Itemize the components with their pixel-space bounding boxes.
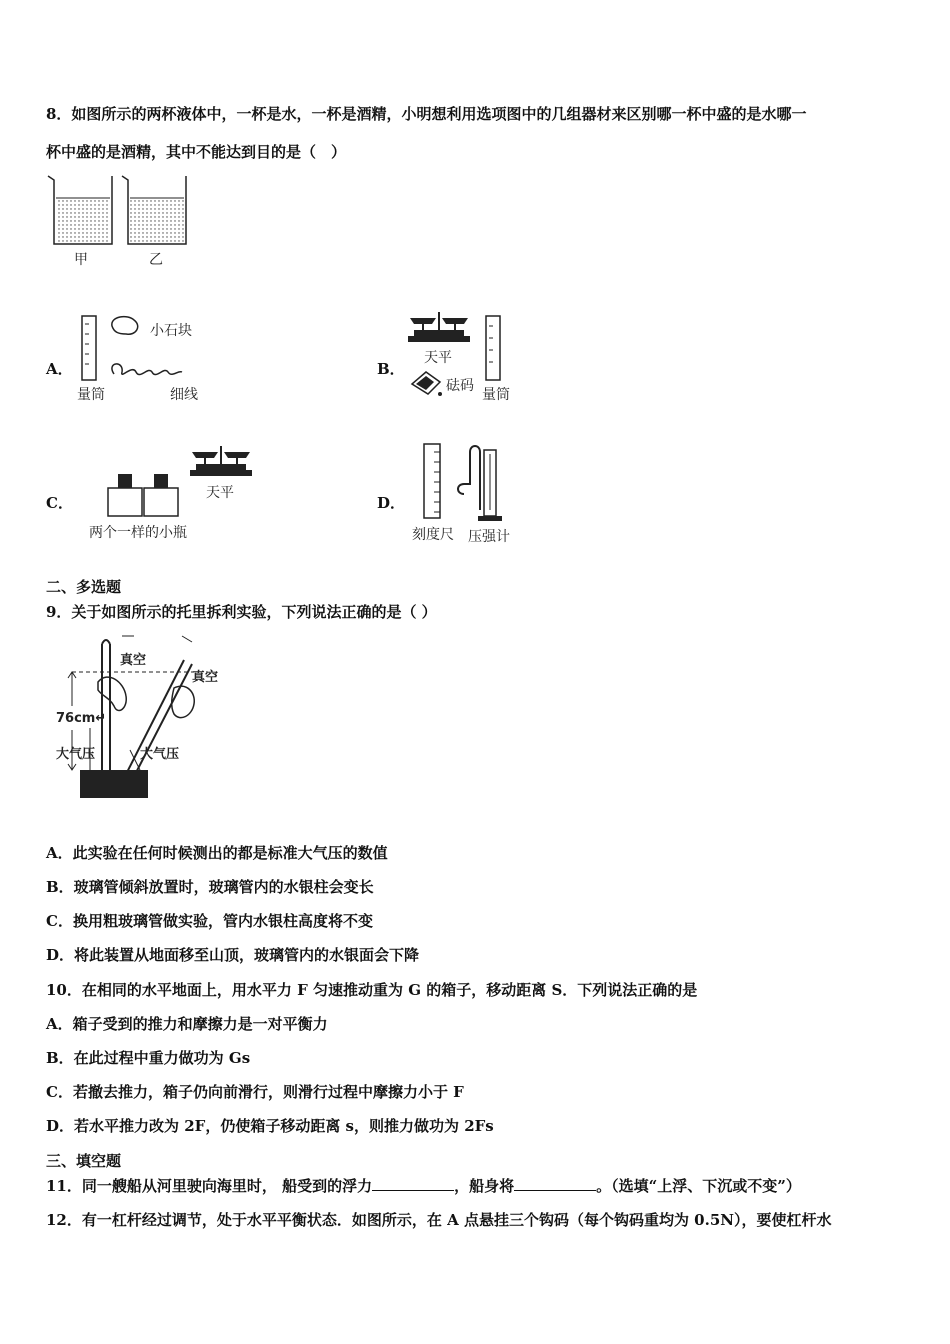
- q9-option-c: C．换用粗玻璃管做实验，管内水银柱高度将不变: [46, 912, 373, 930]
- q11-text-part1: 11．同一艘船从河里驶向海里时， 船受到的浮力: [46, 1177, 373, 1195]
- option-b-label-weights: 砝码: [446, 378, 474, 394]
- section-heading-multiple-choice: 二、多选题: [46, 578, 122, 596]
- option-b-label-cylinder: 量筒: [482, 387, 510, 403]
- q11-text-part2: ，船身将: [454, 1177, 515, 1195]
- option-c-label-bottles: 两个一样的小瓶: [89, 525, 187, 541]
- option-a-label-cylinder: 量筒: [77, 387, 105, 403]
- weights-box-icon: [412, 372, 442, 396]
- pressure-gauge-icon: [458, 446, 502, 521]
- option-d-label-gauge: 压强计: [468, 529, 510, 545]
- balance-scale-icon: [190, 446, 252, 476]
- section-heading-fill-in: 三、填空题: [46, 1152, 122, 1170]
- q11-text-part3: 。（选填“上浮、下沉或不变”）: [596, 1177, 801, 1195]
- graduated-cylinder-icon: [82, 316, 96, 380]
- option-d-figure: [420, 440, 510, 525]
- q9-option-a: A．此实验在任何时候测出的都是标准大气压的数值: [46, 844, 388, 862]
- beaker-yi: [122, 176, 186, 244]
- q8-stem-line1: 8．如图所示的两杯液体中，一杯是水，一杯是酒精，小明想利用选项图中的几组器材来区别哪一杯中盛的是水哪一: [46, 105, 807, 123]
- q9-option-d: D．将此装置从地面移至山顶，玻璃管内的水银面会下降: [46, 946, 420, 964]
- option-b-label-balance: 天平: [424, 350, 452, 366]
- q11-blank-buoyancy[interactable]: [372, 1176, 454, 1191]
- mercury-trough: [80, 770, 148, 798]
- ruler-icon: [424, 444, 440, 518]
- option-c-label-balance: 天平: [206, 485, 234, 501]
- hand-right: [172, 686, 195, 717]
- q10-option-c: C．若撤去推力，箱子仍向前滑行，则滑行过程中摩擦力小于 F: [46, 1083, 464, 1101]
- q12-stem: 12．有一杠杆经过调节，处于水平平衡状态．如图所示，在 A 点悬挂三个钩码（每个钩码重均为 0.5N），要使杠杆水: [46, 1211, 832, 1229]
- q8-option-c-letter: C．: [46, 494, 73, 512]
- q10-stem: 10．在相同的水平地面上，用水平力 F 匀速推动重为 G 的箱子，移动距离 S．下列说法正确的是: [46, 981, 698, 999]
- small-bottle-icon: [144, 474, 178, 516]
- q9-label-atm-2: 大气压: [140, 747, 180, 762]
- q8-stem-line2: 杯中盛的是酒精，其中不能达到目的是（ ）: [46, 143, 347, 161]
- q8-option-d-letter: D．: [377, 494, 406, 512]
- small-bottle-icon: [108, 474, 142, 516]
- q9-stem: 9．关于如图所示的托里拆利实验，下列说法正确的是（ ）: [46, 603, 437, 621]
- q9-label-height: 76cm↵: [56, 711, 107, 726]
- q9-label-vacuum-1: 真空: [120, 653, 147, 668]
- q9-option-b: B．玻璃管倾斜放置时，玻璃管内的水银柱会变长: [46, 878, 374, 896]
- small-stone-icon: [112, 317, 138, 335]
- q10-option-a: A．箱子受到的推力和摩擦力是一对平衡力: [46, 1015, 328, 1033]
- q9-label-atm-1: 大气压: [56, 747, 96, 762]
- beakers-figure: [46, 172, 196, 252]
- beaker-label-yi: 乙: [149, 252, 163, 268]
- thread-icon: [112, 364, 182, 375]
- q8-option-a-letter: A．: [46, 360, 73, 378]
- option-d-label-ruler: 刻度尺: [412, 527, 454, 543]
- q11-blank-hull[interactable]: [514, 1176, 596, 1191]
- q10-option-b: B．在此过程中重力做功为 Gs: [46, 1049, 251, 1067]
- graduated-cylinder-icon: [486, 316, 500, 380]
- q9-label-vacuum-2: 真空: [192, 670, 219, 685]
- q11-stem: [46, 1175, 801, 1196]
- beaker-label-jia: 甲: [74, 252, 88, 268]
- q10-option-d: D．若水平推力改为 2F，仍使箱子移动距离 s，则推力做功为 2Fs: [46, 1117, 494, 1135]
- q8-option-b-letter: B．: [377, 360, 405, 378]
- option-a-label-stone: 小石块: [150, 323, 192, 339]
- beaker-jia: [48, 176, 112, 244]
- option-a-label-thread: 细线: [170, 387, 198, 403]
- balance-scale-icon: [408, 312, 470, 342]
